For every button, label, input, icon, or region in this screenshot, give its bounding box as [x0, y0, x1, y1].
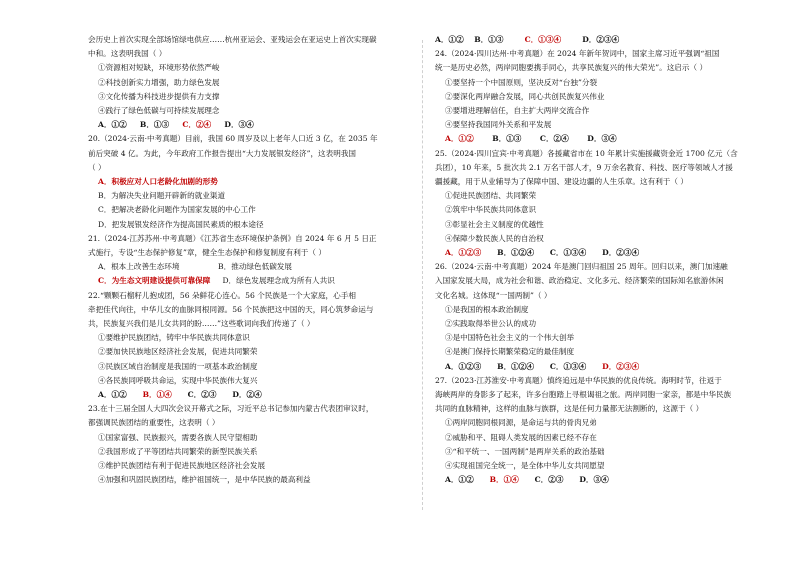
q19-text-line: 会历史上首次实现全部场馆绿电供应……杭州亚运会、亚残运会在亚运史上首次实现碳 [88, 35, 377, 44]
q21-options-cd: C．为生态文明建设提供可靠保障 D．绿色发展理念成为所有人共识 [98, 276, 335, 286]
q22-choices: A．①② B．①④ C．②③ D．②④ [98, 390, 262, 400]
q24-option: ②要深化两岸融合发展，同心共创民族复兴伟业 [445, 91, 605, 101]
q27-choices: A．①② B．①④ C．②③ D．③④ [445, 475, 609, 485]
q24-answer: A．①② [445, 134, 474, 144]
q24-option: ③要增进理解信任，自主扩大两岸交流合作 [445, 106, 590, 116]
q24-option: ①要坚持一个中国原则，坚决反对“台独”分裂 [445, 77, 598, 87]
q25-stem-line: 25.（2024·四川宜宾·中考真题）各援藏省市在 10 年累计实施援藏资金近 1700 亿元（含 [435, 148, 738, 158]
q22-stem-line: 共，民族复兴我们是儿女共同的盼……”这些歌词向我们传递了（ ） [88, 319, 315, 329]
q27-stem-line: 27.（2023·江苏淮安·中考真题）慎终追远是中华民族的优良传统。海明时节，往返于 [435, 375, 722, 385]
q27-answer: B．①④ [489, 475, 519, 485]
q19-choices: A．①② B．①③ C．②④ D．③④ [98, 120, 254, 130]
q22-option: ④各民族同呼吸共命运，实现中华民族伟大复兴 [98, 375, 258, 385]
right-column [435, 33, 785, 488]
q26-answer: D．②③④ [602, 361, 640, 371]
q25-option: ②筑牢中华民族共同体意识 [445, 205, 537, 215]
q20-option-c: C．把解决老龄化问题作为国家发展的中心工作 [98, 205, 256, 215]
q27-option: ①两岸同胞同根同源，是命运与共的骨肉兄弟 [445, 418, 597, 428]
q24-choices: A．①② B．①③ C．②④ D．③④ [445, 134, 617, 144]
q22-stem-line: 22.“颗颗石榴籽儿抱成团，56 朵鲜花心连心。56 个民族是一个大家庭，心手相 [88, 290, 356, 300]
q26-option: ④是澳门保持长期繁荣稳定的最佳制度 [445, 347, 575, 357]
q26-option: ③是中国特色社会主义的一个伟大创举 [445, 333, 575, 343]
q26-stem-line: 文化名城。这体现“一国两制”（ ） [435, 290, 552, 300]
q23-stem-line: 都强调民族团结的重要性，这表明（ ） [88, 418, 220, 428]
q22-option: ③民族区域自治制度是我国的一项基本政治制度 [98, 361, 258, 371]
q24-option: ④要坚持我国同外关系和平发展 [445, 120, 552, 130]
q19-option: ②科技创新实力增强，助力绿色发展 [98, 77, 220, 87]
q25-stem-line: 兵团），10 年来，5 批次共 2.1 万名干部人才，9 万余名教育、科技、医疗等领域人才援 [435, 162, 733, 172]
q20-answer-a: A．积极应对人口老龄化加剧的形势 [98, 177, 218, 187]
q24-stem-line: 24.（2024·四川达州·中考真题）在 2024 年新年贺词中，国家主席习近平强调“祖国 [435, 49, 720, 59]
q26-option: ①是我国的根本政治制度 [445, 304, 529, 314]
q20-stem-line: 前后突破 4 亿。为此，今年政府工作报告提出“大力发展银发经济”，这表明我国 [88, 148, 357, 158]
q20-option-b: B．为解决失业问题开辟新的就业渠道 [98, 191, 226, 201]
q23-answer: C．①③④ [524, 35, 562, 44]
q21-answer: C．为生态文明建设提供可靠保障 [98, 276, 211, 286]
q22-answer: B．①④ [142, 390, 172, 400]
q22-stem-line: 牵把佳代向往，中华儿女的血脉同根同源。56 个民族把这中国的天，同心筑梦命运与 [88, 304, 374, 314]
q20-stem-line: 20.（2024·云南·中考真题）目前，我国 60 周岁及以上老年人口近 3 亿，在 2035 年 [88, 134, 378, 144]
q19-option: ③文化传播为科技进步提供有力支撑 [98, 91, 220, 101]
q23-option: ④加强和巩固民族团结，维护祖国统一，是中华民族的最高利益 [98, 475, 311, 485]
q26-option: ②实践取得举世公认的成功 [445, 319, 537, 329]
q23-option: ③维护民族团结有利于促进民族地区经济社会发展 [98, 461, 266, 471]
left-column [88, 33, 433, 488]
q27-stem-line: 海峡两岸的身影多了起来，许多台胞踏上寻根谒祖之旅。两岸同胞一家亲，都是中华民族 [435, 390, 732, 400]
q26-stem-line: 26.（2024·云南·中考真题）2024 年是澳门回归祖国 25 周年。回归以来，澳门加速融 [435, 262, 728, 272]
q25-option: ④保障少数民族人民的自治权 [445, 233, 544, 243]
q20-stem-line: （ ） [88, 162, 106, 172]
q22-option: ①要维护民族团结，铸牢中华民族共同体意识 [98, 333, 250, 343]
q27-option: ④实现祖国完全统一，是全体中华儿女共同愿望 [445, 461, 605, 471]
q23-stem-line: 23.在十三届全国人大四次会议开幕式之际，习近平总书记参加内蒙古代表团审议时， [88, 404, 374, 414]
q21-stem-line: 21.（2024·江苏苏州·中考真题）《江苏省生态环境保护条例》自 2024 年 6 月 5 日正 [88, 233, 377, 243]
q26-choices: A．①②③ B．①②④ C．①③④ D．②③④ [445, 361, 640, 371]
q22-option: ②要加快民族地区经济社会发展，促进共同繁荣 [98, 347, 258, 357]
q25-option: ①促进民族团结、共同繁荣 [445, 191, 537, 201]
q21-options-ab: A．根本上改善生态环境 B．推动绿色低碳发展 [98, 262, 292, 272]
q27-stem-line: 共同的血脉精神，这样的血脉与族群，这是任何力量都无法割断的，这源于（ ） [435, 404, 704, 414]
q19-option: ④践行了绿色低碳与可持续发展理念 [98, 106, 220, 116]
q25-answer: A．①②③ [445, 248, 482, 258]
q23-option: ②我国形成了平等团结共同繁荣的新型民族关系 [98, 446, 258, 456]
q25-stem-line: 疆援藏，用于从业辅导为了保障中国、建设边疆的人生乐章。这有利于（ ） [435, 177, 689, 187]
q25-choices: A．①②③ B．①②④ C．①③④ D．②③④ [445, 248, 640, 258]
q19-text-line: 中和。这表明我国（ ） [88, 49, 167, 59]
q21-stem-line: 式施行，专设“生态保护修复”章，健全生态保护和修复制度有利于（ ） [88, 248, 326, 258]
q25-option: ③彰显社会主义制度的优越性 [445, 219, 544, 229]
q20-option-d: D．把发展银发经济作为提高国民素质的根本途径 [98, 219, 264, 229]
q19-answer: C．②④ [182, 120, 212, 130]
q24-stem-line: 统一是历史必然，两岸同胞要携手同心，共享民族复兴的伟大荣光”。这启示（ ） [435, 63, 708, 73]
q19-option: ①资源相对短缺，环境形势依然严峻 [98, 63, 220, 73]
q27-option: ②威胁和平、阻碍人类发展的因素已经不存在 [445, 432, 597, 442]
q26-stem-line: 入国家发展大局，成为社会和谐、政治稳定、文化多元、经济繁荣的国际知名旅游休闲 [435, 276, 724, 286]
q23-choices: A．①② B．①③ C．①③④ D．②③④ [435, 35, 620, 44]
q27-option: ③“和平统一、一国两制”是两岸关系的政治基础 [445, 446, 605, 456]
q23-option: ①国家富强、民族振兴，需要各族人民守望相助 [98, 432, 258, 442]
